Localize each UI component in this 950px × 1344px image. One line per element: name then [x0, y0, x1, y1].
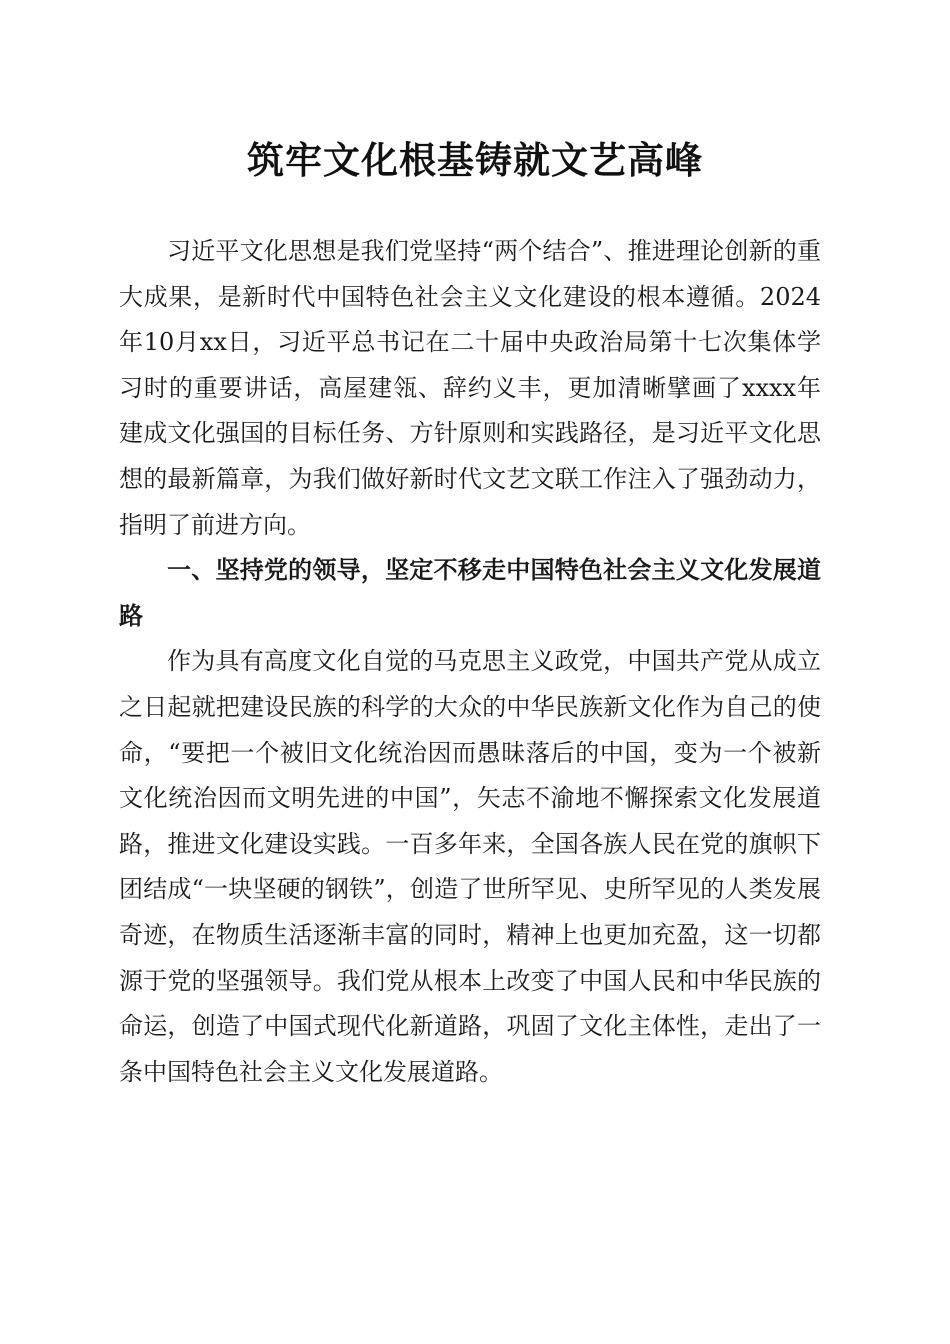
intro-paragraph: 习近平文化思想是我们党坚持“两个结合”、推进理论创新的重大成果，是新时代中国特色社会主义文化建设的根本遵循。2024年10月xx日，习近平总书记在二十届中央政治局第十七次集体学习时的重要讲话，高屋建瓴、辞约义丰，更加清晰擘画了xxxx年建成文化强国的目标任务、方针原则和实践路径，是习近平文化思想的最新篇章，为我们做好新时代文艺文联工作注入了强劲动力，指明了前进方向。 — [119, 237, 821, 539]
document-body — [119, 229, 821, 1095]
section-heading-1: 一、坚持党的领导，坚定不移走中国特色社会主义文化发展道路 — [119, 556, 821, 630]
document-title: 筑牢文化根基铸就文艺高峰 — [247, 138, 703, 182]
section-1-paragraph: 作为具有高度文化自觉的马克思主义政党，中国共产党从成立之日起就把建设民族的科学的大众的中华民族新文化作为自己的使命，“要把一个被旧文化统治因而愚昧落后的中国，变为一个被新文化统治因而文明先进的中国”，矢志不渝地不懈探索文化发展道路，推进文化建设实践。一百多年来，全国各族人民在党的旗帜下团结成“一块坚硬的钢铁”，创造了世所罕见、史所罕见的人类发展奇迹，在物质生活逐渐丰富的同时，精神上也更加充盈，这一切都源于党的坚强领导。我们党从根本上改变了中国人民和中华民族的命运，创造了中国式现代化新道路，巩固了文化主体性，走出了一条中国特色社会主义文化发展道路。 — [119, 647, 821, 1086]
